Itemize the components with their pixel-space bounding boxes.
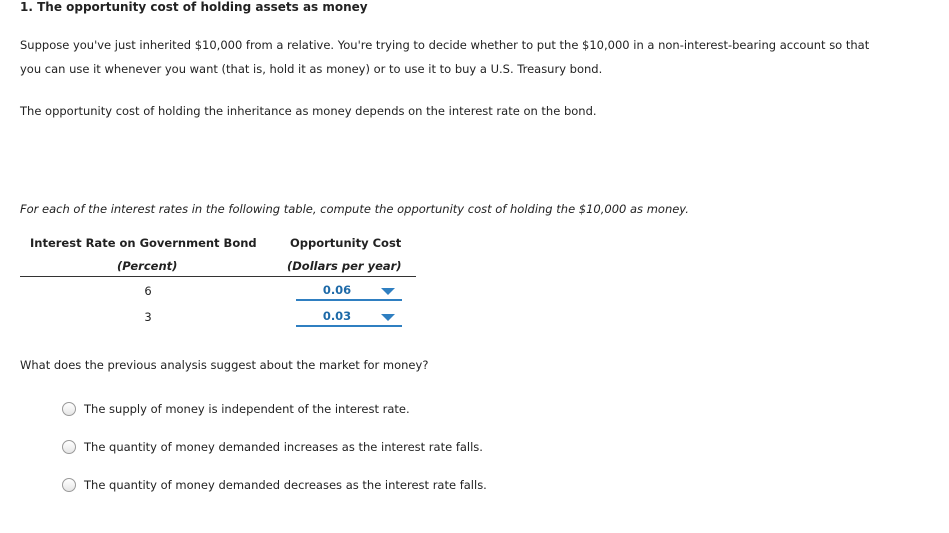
radio-button-icon[interactable] [62,478,76,492]
mc-option-3-label: The quantity of money demanded decreases as the interest rate falls. [84,478,487,492]
table-instruction: For each of the interest rates in the following table, compute the opportunity cost of holding the $10,000 as money. [20,202,689,216]
intro-line-3: The opportunity cost of holding the inheritance as money depends on the interest rate on the bond. [20,104,597,118]
rate-cell-row1: 6 [144,284,152,298]
col1-header: Interest Rate on Government Bond [30,236,257,250]
col1-subheader: (Percent) [117,259,178,273]
opportunity-cost-value-row2: 0.03 [322,309,352,323]
table-header-divider [20,276,416,277]
col2-header: Opportunity Cost [290,236,402,250]
opportunity-cost-value-row1: 0.06 [322,283,352,297]
mc-prompt: What does the previous analysis suggest about the market for money? [20,358,429,372]
opportunity-cost-dropdown-row2[interactable] [296,309,402,327]
rate-cell-row2: 3 [144,310,152,324]
chevron-down-icon [381,288,395,295]
radio-button-icon[interactable] [62,440,76,454]
mc-option-1-label: The supply of money is independent of the interest rate. [84,402,410,416]
intro-line-1: Suppose you've just inherited $10,000 from a relative. You're trying to decide whether to put the $10,000 in a non-interest-bearing account so that [20,38,870,52]
intro-line-2: you can use it whenever you want (that is, hold it as money) or to use it to buy a U.S. Treasury bond. [20,62,603,76]
col2-subheader: (Dollars per year) [287,259,402,273]
mc-option-2-label: The quantity of money demanded increases as the interest rate falls. [84,440,483,454]
chevron-down-icon [381,314,395,321]
question-title: 1. The opportunity cost of holding assets as money [20,0,368,14]
radio-button-icon[interactable] [62,402,76,416]
opportunity-cost-dropdown-row1[interactable] [296,283,402,301]
